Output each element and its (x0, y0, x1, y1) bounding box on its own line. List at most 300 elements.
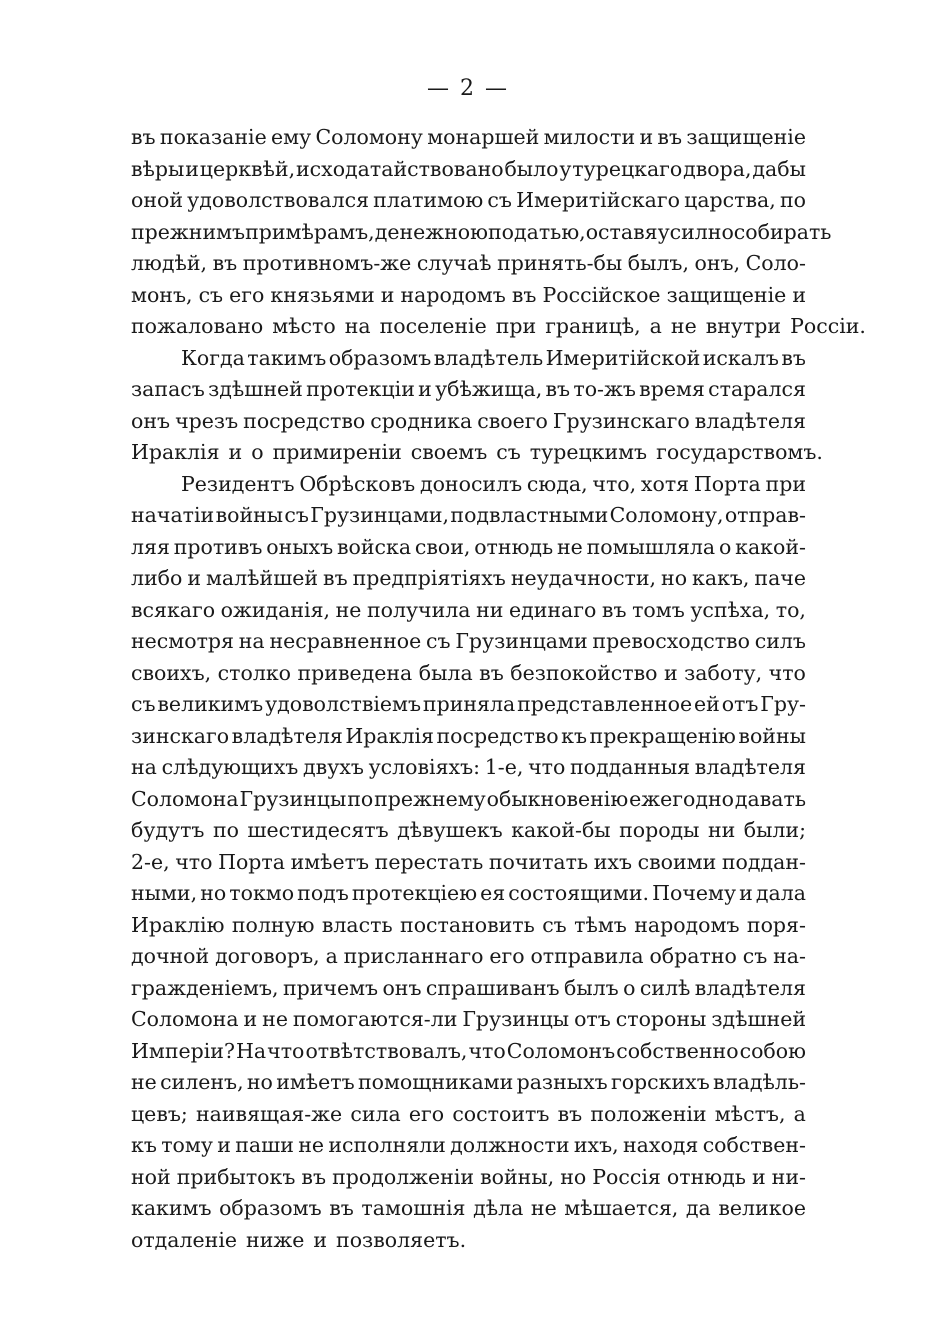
paragraph (131, 343, 823, 469)
word: и (739, 881, 753, 905)
word: должности (450, 1133, 570, 1157)
word: къ (131, 1133, 157, 1157)
text-line (131, 1004, 806, 1036)
word: примиреніи (272, 440, 402, 464)
page-number: — 2 — (427, 76, 509, 101)
text-line (131, 343, 806, 375)
word: было (504, 156, 559, 181)
word: собою (739, 1038, 806, 1063)
word: что, (592, 471, 637, 496)
paragraph (131, 469, 806, 1257)
word: въ (329, 1196, 354, 1220)
word: владѣтель (433, 345, 544, 370)
word: примѣрамъ, (245, 219, 375, 244)
word: по (779, 188, 806, 212)
word: разныхъ (516, 1070, 608, 1094)
word: показаніе (159, 125, 267, 149)
word: тому (161, 1133, 213, 1157)
word: здѣшней (711, 1007, 806, 1031)
word: зинскаго (131, 723, 230, 748)
word: а (793, 1101, 806, 1126)
word: въ (557, 1101, 583, 1126)
word: власть (321, 912, 393, 937)
word: но (246, 1070, 273, 1094)
word: паши (235, 1133, 294, 1157)
word: по (347, 786, 374, 811)
word: въ (301, 1164, 327, 1189)
word: успѣха, (690, 597, 771, 622)
word: превосходство (592, 629, 750, 653)
word: исполняли (328, 1133, 446, 1157)
text-line (131, 217, 832, 249)
word: чрезъ (175, 408, 239, 433)
text-line (131, 878, 806, 910)
word: оныхъ (266, 534, 334, 559)
word: силѣ (639, 975, 691, 1000)
word: почитать (488, 849, 589, 874)
word: будутъ (131, 818, 205, 842)
text-line (131, 721, 806, 753)
word: Имеритійской (545, 345, 701, 370)
word: при (765, 471, 806, 496)
word: владѣтеля (694, 408, 806, 433)
word: обыкновенію (486, 786, 629, 811)
word: съ (198, 282, 224, 307)
word: своихъ, (131, 660, 212, 685)
word: несравненное (269, 629, 422, 653)
word: причемъ (282, 975, 379, 1000)
word: не (262, 1007, 288, 1031)
word: людѣй, (131, 251, 208, 275)
word: малѣйшей (205, 566, 319, 590)
word: ниже (246, 1227, 305, 1252)
word: была (418, 660, 473, 685)
text-line (131, 910, 806, 942)
word: но (560, 1164, 587, 1189)
text-body (131, 122, 866, 1256)
word: на (344, 314, 371, 338)
word: податью, (487, 219, 586, 244)
word: томъ (632, 597, 685, 622)
word: и (217, 1133, 231, 1157)
word: въ (781, 345, 806, 370)
word: государствомъ. (656, 440, 823, 464)
word: поря- (746, 912, 806, 937)
paragraph (131, 122, 866, 343)
word: въ (479, 660, 504, 685)
word: отправ- (724, 503, 806, 527)
word: заботу, (684, 660, 763, 685)
word: не (557, 534, 583, 559)
word: противномъ-же (242, 251, 412, 275)
word: отвѣтствовалъ, (305, 1038, 468, 1063)
word: были; (743, 818, 806, 842)
word: въ (545, 377, 571, 401)
word: платимою (373, 188, 484, 212)
word: владѣтеля (694, 975, 806, 1000)
word: ни (476, 597, 504, 622)
text-line (131, 1130, 806, 1162)
word: и (639, 125, 654, 149)
word: въ (212, 251, 238, 275)
word: на (131, 755, 157, 779)
word: и (663, 660, 678, 685)
word: собствен- (702, 1133, 806, 1157)
word: усилно (657, 219, 734, 244)
word: отнюдь (474, 534, 554, 559)
word: здѣшней (208, 377, 303, 401)
word: подъ (297, 881, 349, 905)
word: и (792, 282, 806, 307)
word: исходатайствовано (295, 156, 504, 181)
word: Россійское (542, 282, 661, 307)
word: отъ (721, 692, 759, 716)
word: войны, (480, 1164, 555, 1189)
word: ихъ, (573, 1133, 619, 1157)
word: поселеніе (379, 314, 487, 338)
word: и (243, 1007, 258, 1031)
word: удоволствовался (187, 188, 370, 212)
word: ной (131, 1164, 171, 1189)
word: помогаются-ли (292, 1007, 458, 1031)
word: состоящими. (508, 881, 650, 905)
word: мѣстъ, (714, 1101, 786, 1126)
word: позволяетъ. (336, 1227, 467, 1252)
word: отправила (530, 944, 644, 968)
word: состоитъ (452, 1101, 550, 1126)
word: денежною (374, 219, 488, 244)
text-line (131, 1225, 806, 1257)
word: породы (619, 818, 700, 842)
word: онъ (382, 975, 422, 1000)
word: искалъ (702, 345, 779, 370)
word: сила (350, 1101, 401, 1126)
word: и (228, 440, 243, 464)
word: какъ, (692, 566, 750, 590)
word: свои, (414, 534, 471, 559)
text-line (131, 532, 806, 564)
word: такимъ (247, 345, 327, 370)
text-line (131, 437, 823, 469)
word: подданныя (570, 755, 691, 779)
word: помышляла (586, 534, 716, 559)
text-line (131, 973, 806, 1005)
word: приняла (422, 692, 516, 716)
word: Грузинцами, (310, 503, 450, 527)
word: въ (511, 282, 537, 307)
word: на- (773, 944, 806, 968)
word: запасъ (131, 377, 205, 401)
word: начатіи (131, 503, 215, 527)
word: прибытокъ (176, 1164, 296, 1189)
word: народомъ (400, 282, 506, 307)
text-line (131, 280, 806, 312)
word: да (685, 1196, 711, 1220)
word: горскихъ (610, 1070, 710, 1094)
word: договоръ, (215, 944, 320, 968)
word: оной (131, 188, 184, 212)
word: Имеритійскаго (516, 188, 680, 212)
word: войска (336, 534, 412, 559)
word: 2-е, (131, 849, 170, 874)
text-line (131, 311, 866, 343)
text-line (131, 469, 806, 501)
word: и (751, 1164, 766, 1189)
word: съ (284, 503, 309, 527)
word: дѣвушекъ (397, 818, 503, 842)
word: Ираклію (131, 912, 225, 937)
word: постановить (400, 912, 535, 937)
word: съ (742, 944, 768, 968)
word: что (768, 660, 806, 685)
word: единаго (508, 597, 597, 622)
word: силенъ, (160, 1070, 244, 1094)
word: царства, (684, 188, 776, 212)
word: его (489, 944, 525, 968)
word: защищеніе (666, 282, 787, 307)
text-line (131, 689, 806, 721)
text-line (131, 1099, 806, 1131)
word: Имперіи? (131, 1038, 235, 1063)
word: имѣетъ (276, 1070, 355, 1094)
text-line (131, 1067, 806, 1099)
word: тѣмъ (574, 912, 627, 937)
text-line (131, 752, 806, 784)
word: мѣшается, (564, 1196, 679, 1220)
word: но (661, 566, 688, 590)
word: на (238, 629, 265, 653)
word: образомъ (328, 345, 432, 370)
text-line (131, 154, 806, 186)
word: съ (426, 629, 451, 653)
word: подвластными (450, 503, 609, 527)
word: Соломону, (609, 503, 724, 527)
word: приведена (297, 660, 413, 685)
text-line (131, 1193, 806, 1225)
word: съ (496, 440, 521, 464)
word: Соломонъ (506, 1038, 616, 1063)
word: ными, (131, 881, 198, 905)
word: какой-бы (511, 818, 611, 842)
word: его (229, 282, 265, 307)
word: цевъ; (131, 1101, 188, 1126)
word: Россія (592, 1164, 661, 1189)
text-line (131, 122, 806, 154)
word: находя (623, 1133, 699, 1157)
word: спрашиванъ (425, 975, 560, 1000)
word: собственно (616, 1038, 739, 1063)
word: давать (734, 786, 806, 811)
text-line (131, 563, 806, 595)
word: и (380, 282, 395, 307)
text-line (131, 374, 806, 406)
word: по (212, 818, 239, 842)
word: образомъ (219, 1196, 322, 1220)
word: не (335, 597, 362, 622)
word: либо (131, 566, 183, 590)
text-line (131, 941, 806, 973)
word: силъ (754, 629, 806, 653)
word: но (200, 881, 227, 905)
word: а (325, 944, 338, 968)
word: оставя (585, 219, 658, 244)
word: двухъ (303, 755, 364, 779)
word: Россіи. (790, 314, 866, 338)
word: что (267, 1038, 305, 1063)
word: владѣль- (713, 1070, 806, 1094)
word: принять-бы (497, 251, 623, 275)
word: о (623, 975, 636, 1000)
word: гражденіемъ, (131, 975, 279, 1000)
word: ихъ (593, 849, 633, 874)
word: условіяхъ: (368, 755, 481, 779)
word: то-жъ (573, 377, 636, 401)
word: предпріятіяхъ (352, 566, 506, 590)
word: Соломону (315, 125, 423, 149)
word: Почему (652, 881, 737, 905)
word: дала (755, 881, 806, 905)
word: время (639, 377, 705, 401)
word: монаршей (427, 125, 540, 149)
word: противъ (173, 534, 263, 559)
word: въ (601, 597, 627, 622)
word: милости (543, 125, 636, 149)
word: стороны (615, 1007, 707, 1031)
word: и (313, 1227, 328, 1252)
word: войны (215, 503, 284, 527)
word: ея (480, 881, 506, 905)
word: съ (542, 912, 567, 937)
word: тамошнія (361, 1196, 466, 1220)
word: прежнему (374, 786, 486, 811)
word: случаѣ (416, 251, 492, 275)
text-line (131, 185, 806, 217)
word: Порта (218, 849, 285, 874)
word: къ (561, 723, 587, 748)
word: прекращенію (589, 723, 736, 748)
word: удоволствіемъ (265, 692, 422, 716)
word: ожиданія, (220, 597, 331, 622)
word: и (185, 156, 199, 181)
word: ей (694, 692, 720, 716)
word: былъ, (627, 251, 689, 275)
word: монъ, (131, 282, 193, 307)
word: турецкимъ (529, 440, 648, 464)
word: внутри (705, 314, 782, 338)
word: столко (217, 660, 291, 685)
word: а (649, 314, 662, 338)
word: поддан- (721, 849, 806, 874)
word: Грузинскаго (552, 408, 690, 433)
text-line (131, 595, 806, 627)
word: ему (271, 125, 312, 149)
text-line (131, 1036, 806, 1068)
word: и (418, 377, 432, 401)
word: ежегодно (629, 786, 734, 811)
word: получила (366, 597, 471, 622)
word: наивящая-же (196, 1101, 343, 1126)
word: не (670, 314, 697, 338)
word: не (298, 1133, 325, 1157)
word: шестидесятъ (247, 818, 389, 842)
word: дѣла (473, 1196, 524, 1220)
word: съ (487, 188, 512, 212)
word: князьями (270, 282, 375, 307)
word: ни- (771, 1164, 806, 1189)
word: границѣ, (545, 314, 641, 338)
word: помощниками (357, 1070, 514, 1094)
text-line (131, 500, 806, 532)
word: не (530, 1196, 557, 1220)
word: представленное (517, 692, 693, 716)
word: положеніи (590, 1101, 707, 1126)
word: дабы (752, 156, 806, 181)
word: Ираклія (345, 723, 434, 748)
word: несмотря (131, 629, 234, 653)
text-line (131, 815, 806, 847)
word: что (468, 1038, 506, 1063)
word: двора, (683, 156, 752, 181)
word: Соло- (745, 251, 806, 275)
word: при (495, 314, 537, 338)
word: доносилъ (419, 471, 523, 496)
word: въ (657, 125, 683, 149)
word: своего (477, 408, 548, 433)
word: протекціи (306, 377, 415, 401)
word: своемъ (410, 440, 488, 464)
word: Соломона (131, 786, 239, 811)
word: перестать (374, 849, 484, 874)
word: у (559, 156, 572, 181)
word: ни (707, 818, 736, 842)
word: продолженіи (332, 1164, 475, 1189)
word: всякаго (131, 597, 216, 622)
word: какимъ (131, 1196, 212, 1220)
word: На (236, 1038, 267, 1063)
word: полную (231, 912, 315, 937)
word: безпокойство (510, 660, 658, 685)
word: былъ (564, 975, 619, 1000)
word: хотя (640, 471, 690, 496)
word: владѣтеля (694, 755, 806, 779)
word: мѣсто (272, 314, 336, 338)
word: Грузинцами (455, 629, 588, 653)
word: Ираклія (131, 440, 220, 464)
word: отъ (574, 1007, 611, 1031)
text-line (131, 1162, 806, 1194)
text-line (131, 248, 806, 280)
word: собирать (733, 219, 832, 244)
word: великимъ (157, 692, 264, 716)
word: Когда (181, 345, 245, 370)
text-line (131, 847, 806, 879)
word: присланнаго (343, 944, 484, 968)
text-line (131, 784, 806, 816)
word: слѣдующихъ (161, 755, 299, 779)
word: 1-е, (484, 755, 524, 779)
word: Гру- (760, 692, 806, 716)
word: Резидентъ (181, 471, 295, 496)
word: ляя (131, 534, 170, 559)
word: войны (738, 723, 806, 748)
word: великое (718, 1196, 806, 1220)
word: сродника (370, 408, 473, 433)
text-line (131, 406, 806, 438)
word: церквѣй, (199, 156, 296, 181)
word: не (131, 1070, 157, 1094)
word: Грузинцы (462, 1007, 570, 1031)
word: владѣтеля (231, 723, 343, 748)
